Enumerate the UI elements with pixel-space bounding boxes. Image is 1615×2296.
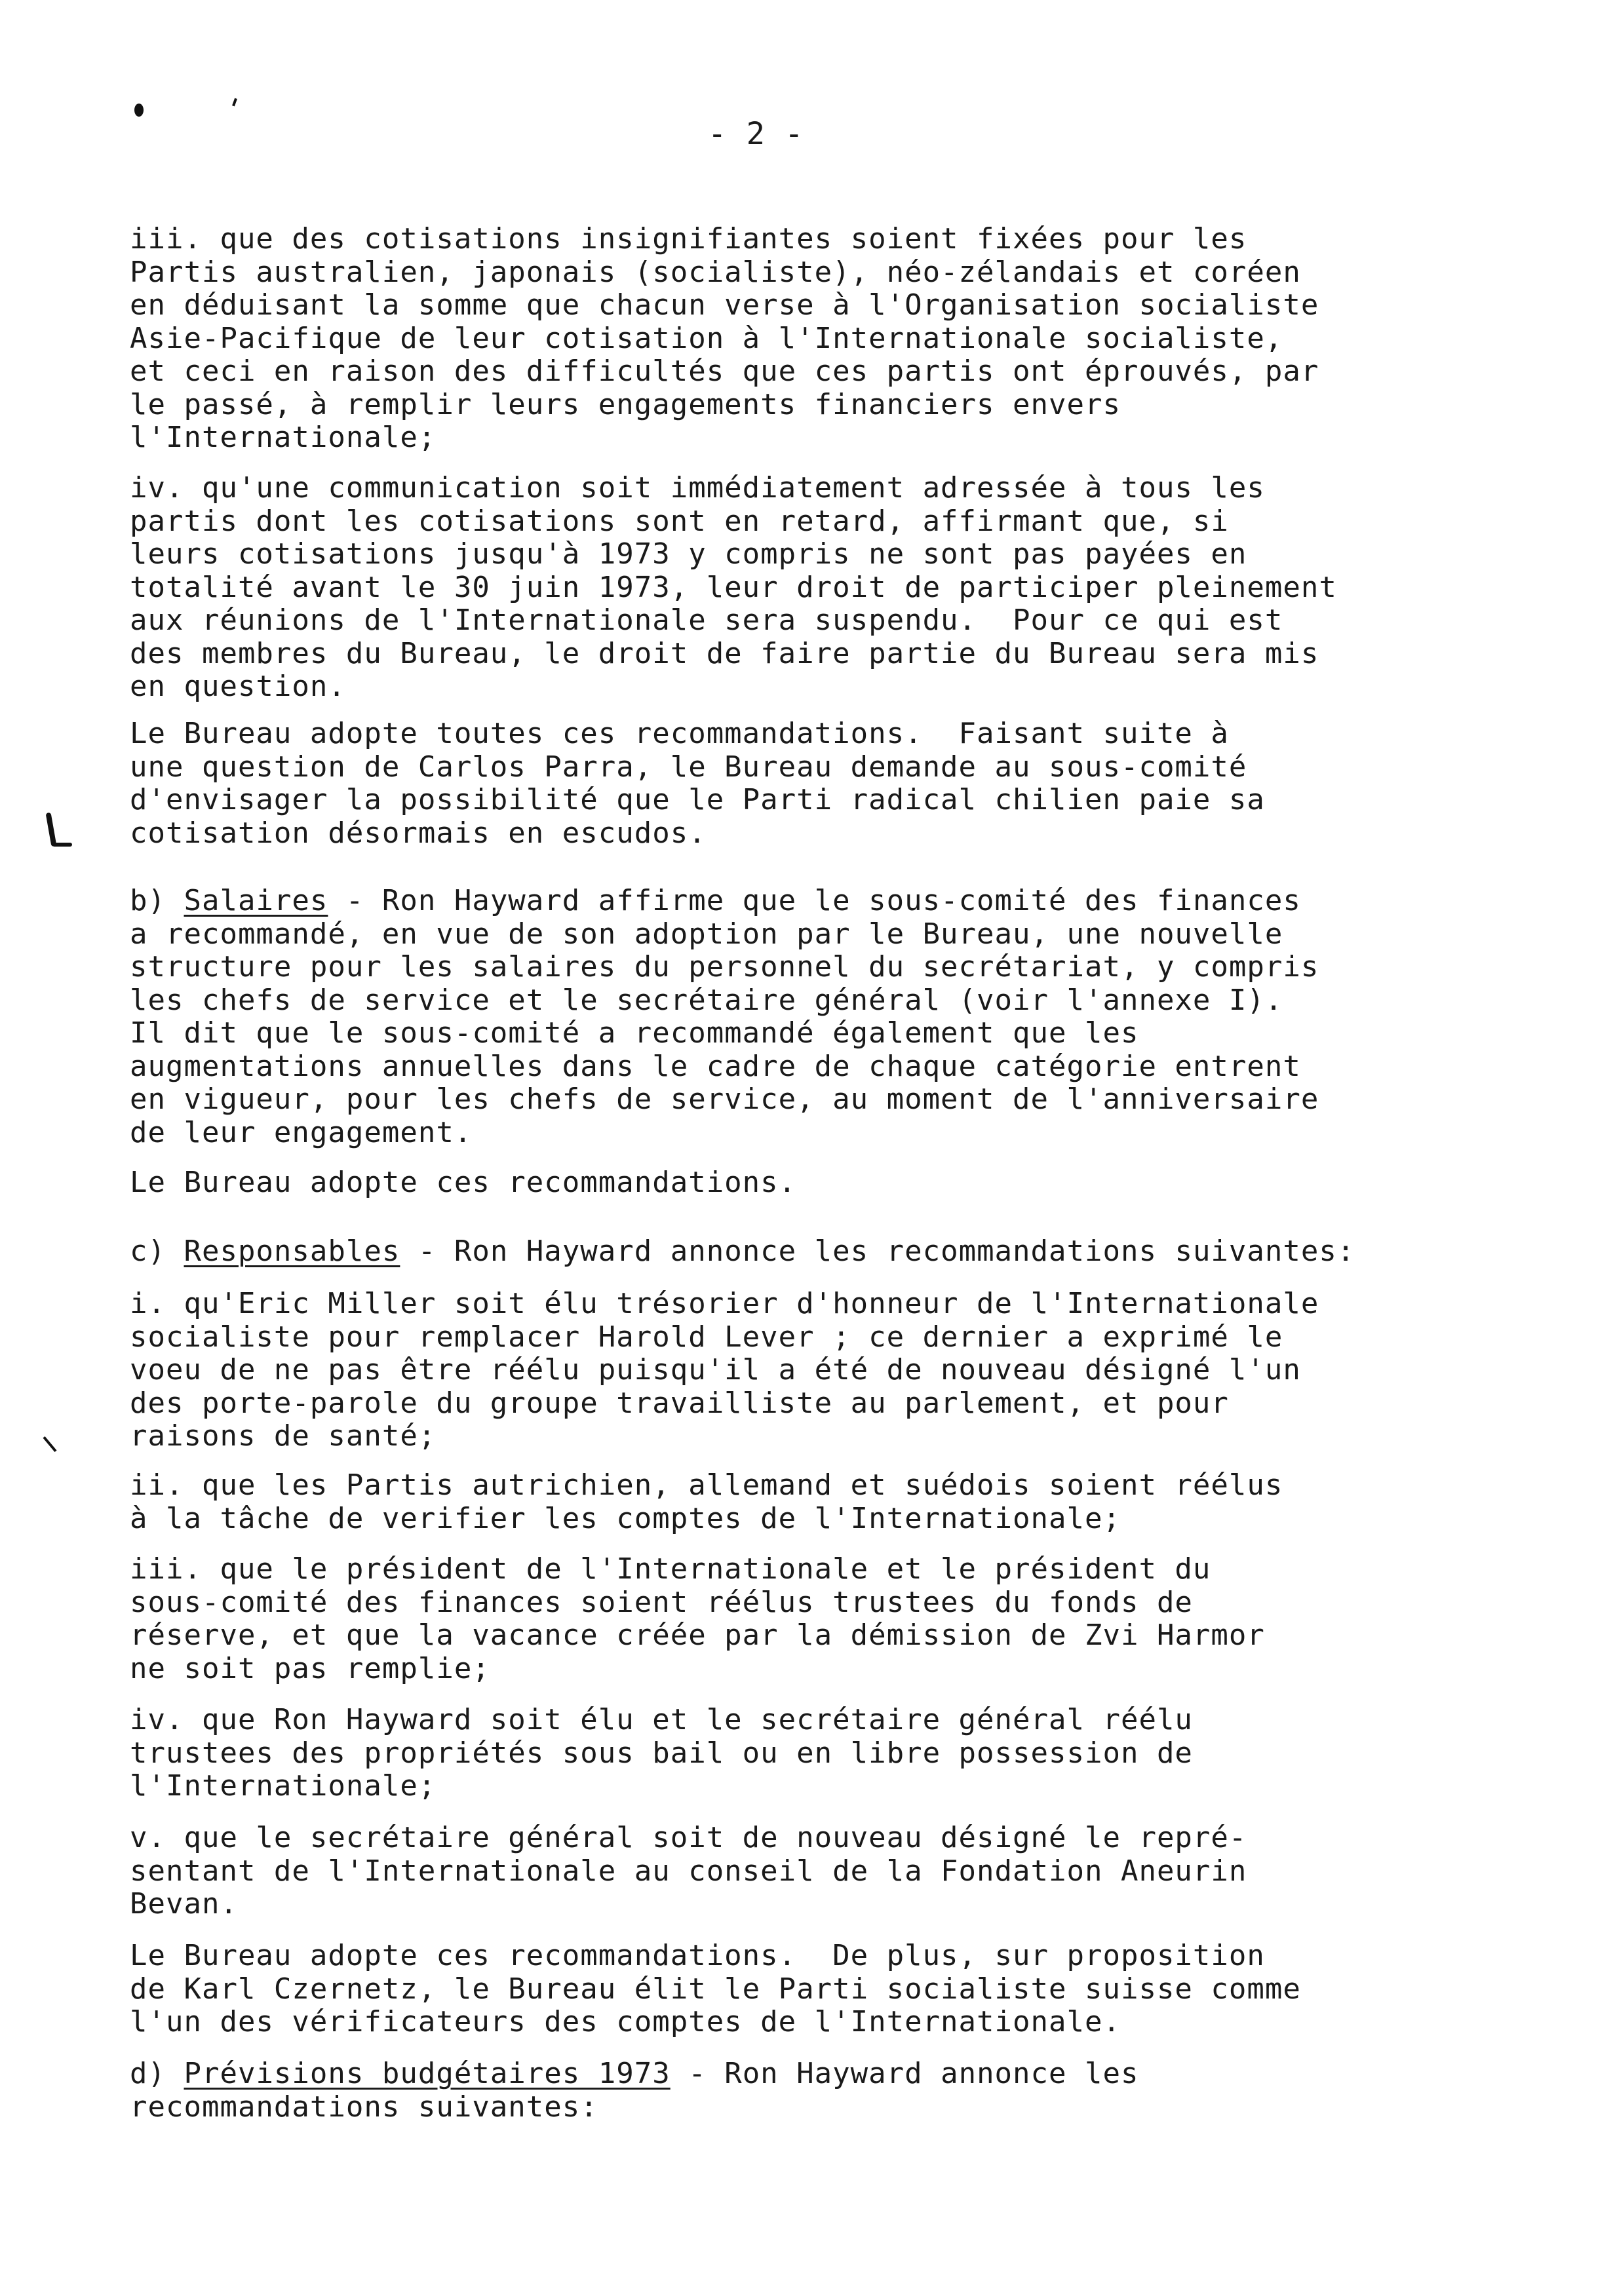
item-c-iii: iii. que le président de l'Internationale et le président du sous-comité des finances soient réélus trustees du fonds de réserve, et que la vacance créée par la démission de Zvi Harmor ne soit pas remplie; — [130, 1552, 1265, 1685]
section-d-title: Prévisions budgétaires 1973 — [184, 2057, 671, 2090]
section-b-body: - Ron Hayward affirme que le sous-comité des finances a recommandé, en vue de son adoption par le Bureau, une nouvelle structure pour les salaires du personnel du secrétariat, y compris les chefs de service et le secrétaire général (voir l'annexe I). Il dit que le sous-comité a recommandé également que les augmentations annuelles dans le cadre de chaque catégorie entrent en vigueur, pour les chefs de service, au moment de l'anniversaire de leur engagement. — [130, 884, 1319, 1149]
section-b-salaires — [130, 885, 1319, 1149]
item-c-i: i. qu'Eric Miller soit élu trésorier d'honneur de l'Internationale socialiste pour remplacer Harold Lever ; ce dernier a exprimé le voeu de ne pas être réélu puisqu'il a été de nouveau désigné l'un des porte-parole du groupe travailliste au parlement, et pour raisons de santé; — [130, 1287, 1319, 1453]
section-d-prefix: d) — [130, 2057, 184, 2090]
paragraph-bureau-adopte-1: Le Bureau adopte toutes ces recommandations. Faisant suite à une question de Carlos Parra, le Bureau demande au sous-comité d'envisager la possibilité que le Parti radical chilien paie sa cotisation désormais en escudos. — [130, 717, 1265, 850]
margin-mark — [43, 1436, 56, 1452]
scan-speck — [134, 104, 144, 117]
paragraph-iii-cotisations: iii. que des cotisations insignifiantes soient fixées pour les Partis australien, japonais (socialiste), néo-zélandais et coréen en déduisant la somme que chacun verse à l'Organisation socialiste Asie-Pacifique de leur cotisation à l'Internationale socialiste, et ceci en raison des difficultés que ces partis ont éprouvés, par le passé, à remplir leurs engagements financiers envers l'Internationale; — [130, 222, 1319, 454]
item-c-v: v. que le secrétaire général soit de nouveau désigné le repré- sentant de l'Internationale au conseil de la Fondation Aneurin Bevan. — [130, 1821, 1247, 1921]
page-number: - 2 - — [708, 116, 804, 152]
paragraph-iv-communication: iv. qu'une communication soit immédiatement adressée à tous les partis dont les cotisations sont en retard, affirmant que, si leurs cotisations jusqu'à 1973 y compris ne sont pas payées en totalité avant le 30 juin 1973, leur droit de participer pleinement aux réunions de l'Internationale sera suspendu. Pour ce qui est des membres du Bureau, le droit de faire partie du Bureau sera mis en question. — [130, 471, 1337, 703]
paragraph-bureau-adopte-2: Le Bureau adopte ces recommandations. — [130, 1166, 797, 1199]
section-b-title: Salaires — [184, 884, 328, 917]
section-c-prefix: c) — [130, 1234, 184, 1268]
section-c-responsables — [130, 1235, 1355, 1269]
scan-speck — [232, 98, 237, 107]
section-b-prefix: b) — [130, 884, 184, 917]
paragraph-bureau-adopte-3: Le Bureau adopte ces recommandations. De plus, sur proposition de Karl Czernetz, le Bureau élit le Parti socialiste suisse comme l'un des vérificateurs des comptes de l'Internationale. — [130, 1939, 1301, 2038]
section-c-title: Responsables — [184, 1234, 400, 1268]
margin-mark — [46, 813, 57, 847]
section-c-body: - Ron Hayward annonce les recommandations suivantes: — [400, 1234, 1355, 1268]
item-c-ii: ii. que les Partis autrichien, allemand et suédois soient réélus à la tâche de verifier les comptes de l'Internationale; — [130, 1468, 1283, 1535]
section-d-body: - Ron Hayward annonce les recommandations suivantes: — [130, 2057, 1139, 2124]
margin-mark — [52, 843, 72, 847]
item-c-iv: iv. que Ron Hayward soit élu et le secrétaire général réélu trustees des propriétés sous bail ou en libre possession de l'Internationale; — [130, 1703, 1193, 1803]
section-d-previsions — [130, 2057, 1138, 2124]
